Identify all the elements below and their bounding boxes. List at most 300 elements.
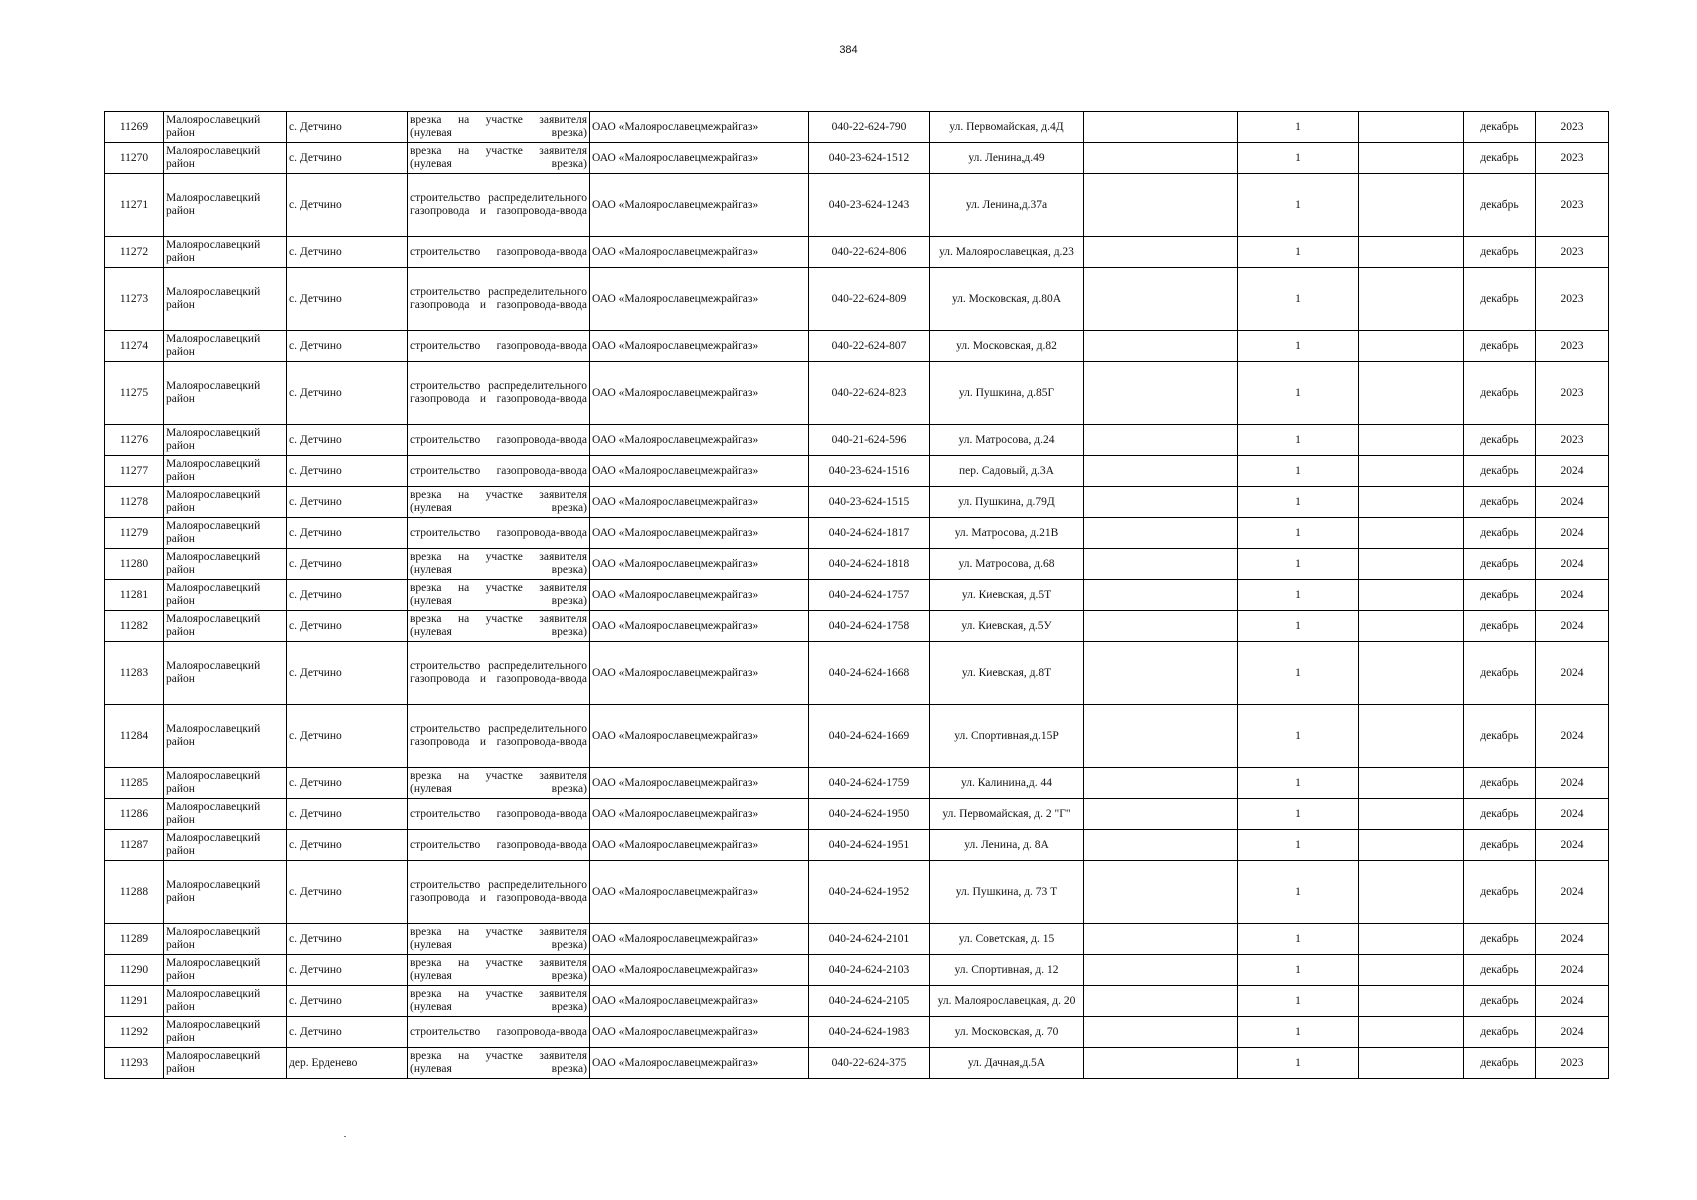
locality-cell: с. Детчино — [287, 986, 408, 1017]
application-code-cell: 040-23-624-1516 — [809, 456, 930, 487]
district-cell: Малоярославецкий район — [164, 331, 287, 362]
empty-cell — [1084, 705, 1238, 768]
address-cell: ул. Матросова, д.24 — [930, 425, 1084, 456]
address-cell: ул. Киевская, д.8Т — [930, 642, 1084, 705]
table-row — [105, 237, 1609, 268]
empty-cell — [1084, 1048, 1238, 1079]
empty-cell — [1359, 799, 1464, 830]
year-cell: 2024 — [1536, 456, 1609, 487]
work-type-cell: строительство газопровода-ввода — [408, 518, 590, 549]
work-type-cell: строительство газопровода-ввода — [408, 456, 590, 487]
month-cell: декабрь — [1464, 861, 1536, 924]
empty-cell — [1084, 642, 1238, 705]
work-type-cell: врезка на участке заявителя (нулевая врезка) — [408, 112, 590, 143]
year-cell: 2024 — [1536, 986, 1609, 1017]
empty-cell — [1084, 955, 1238, 986]
locality-cell: с. Детчино — [287, 705, 408, 768]
organization-cell: ОАО «Малоярославецмежрайгаз» — [590, 143, 809, 174]
quantity-cell: 1 — [1238, 549, 1359, 580]
quantity-cell: 1 — [1238, 331, 1359, 362]
month-cell: декабрь — [1464, 924, 1536, 955]
district-cell: Малоярославецкий район — [164, 830, 287, 861]
locality-cell: с. Детчино — [287, 768, 408, 799]
month-cell: декабрь — [1464, 549, 1536, 580]
district-cell: Малоярославецкий район — [164, 362, 287, 425]
year-cell: 2024 — [1536, 1017, 1609, 1048]
empty-cell — [1359, 174, 1464, 237]
organization-cell: ОАО «Малоярославецмежрайгаз» — [590, 830, 809, 861]
locality-cell: с. Детчино — [287, 830, 408, 861]
application-code-cell: 040-23-624-1243 — [809, 174, 930, 237]
district-cell: Малоярославецкий район — [164, 549, 287, 580]
year-cell: 2024 — [1536, 861, 1609, 924]
district-cell: Малоярославецкий район — [164, 174, 287, 237]
organization-cell: ОАО «Малоярославецмежрайгаз» — [590, 268, 809, 331]
empty-cell — [1359, 830, 1464, 861]
row-number-cell: 11269 — [105, 112, 164, 143]
scan-speck — [344, 1136, 346, 1137]
table-row — [105, 331, 1609, 362]
empty-cell — [1359, 425, 1464, 456]
empty-cell — [1084, 768, 1238, 799]
district-cell: Малоярославецкий район — [164, 955, 287, 986]
empty-cell — [1359, 768, 1464, 799]
gasification-table — [104, 111, 1609, 1079]
district-cell: Малоярославецкий район — [164, 487, 287, 518]
empty-cell — [1359, 268, 1464, 331]
table-row — [105, 611, 1609, 642]
table-row — [105, 986, 1609, 1017]
address-cell: ул. Калинина,д. 44 — [930, 768, 1084, 799]
application-code-cell: 040-21-624-596 — [809, 425, 930, 456]
locality-cell: с. Детчино — [287, 580, 408, 611]
table-row — [105, 456, 1609, 487]
year-cell: 2024 — [1536, 580, 1609, 611]
address-cell: пер. Садовый, д.3А — [930, 456, 1084, 487]
application-code-cell: 040-24-624-1758 — [809, 611, 930, 642]
quantity-cell: 1 — [1238, 611, 1359, 642]
district-cell: Малоярославецкий район — [164, 611, 287, 642]
work-type-cell: врезка на участке заявителя (нулевая врезка) — [408, 924, 590, 955]
row-number-cell: 11281 — [105, 580, 164, 611]
row-number-cell: 11276 — [105, 425, 164, 456]
empty-cell — [1084, 518, 1238, 549]
district-cell: Малоярославецкий район — [164, 861, 287, 924]
quantity-cell: 1 — [1238, 174, 1359, 237]
organization-cell: ОАО «Малоярославецмежрайгаз» — [590, 924, 809, 955]
district-cell: Малоярославецкий район — [164, 456, 287, 487]
year-cell: 2024 — [1536, 487, 1609, 518]
quantity-cell: 1 — [1238, 268, 1359, 331]
application-code-cell: 040-24-624-1952 — [809, 861, 930, 924]
organization-cell: ОАО «Малоярославецмежрайгаз» — [590, 986, 809, 1017]
quantity-cell: 1 — [1238, 487, 1359, 518]
locality-cell: с. Детчино — [287, 549, 408, 580]
year-cell: 2024 — [1536, 830, 1609, 861]
work-type-cell: врезка на участке заявителя (нулевая врезка) — [408, 1048, 590, 1079]
table-row — [105, 768, 1609, 799]
month-cell: декабрь — [1464, 331, 1536, 362]
year-cell: 2023 — [1536, 362, 1609, 425]
year-cell: 2023 — [1536, 425, 1609, 456]
row-number-cell: 11292 — [105, 1017, 164, 1048]
application-code-cell: 040-24-624-1757 — [809, 580, 930, 611]
quantity-cell: 1 — [1238, 642, 1359, 705]
address-cell: ул. Ленина,д.49 — [930, 143, 1084, 174]
year-cell: 2023 — [1536, 237, 1609, 268]
address-cell: ул. Московская, д. 70 — [930, 1017, 1084, 1048]
work-type-cell: строительство газопровода-ввода — [408, 237, 590, 268]
address-cell: ул. Московская, д.80А — [930, 268, 1084, 331]
locality-cell: с. Детчино — [287, 362, 408, 425]
address-cell: ул. Малоярославецкая, д. 20 — [930, 986, 1084, 1017]
district-cell: Малоярославецкий район — [164, 924, 287, 955]
organization-cell: ОАО «Малоярославецмежрайгаз» — [590, 174, 809, 237]
application-code-cell: 040-24-624-2103 — [809, 955, 930, 986]
year-cell: 2024 — [1536, 705, 1609, 768]
empty-cell — [1359, 861, 1464, 924]
empty-cell — [1084, 331, 1238, 362]
table-row — [105, 487, 1609, 518]
empty-cell — [1359, 237, 1464, 268]
month-cell: декабрь — [1464, 986, 1536, 1017]
table-row — [105, 549, 1609, 580]
empty-cell — [1359, 362, 1464, 425]
locality-cell: с. Детчино — [287, 1017, 408, 1048]
application-code-cell: 040-22-624-807 — [809, 331, 930, 362]
locality-cell: дер. Ерденево — [287, 1048, 408, 1079]
empty-cell — [1084, 425, 1238, 456]
month-cell: декабрь — [1464, 425, 1536, 456]
row-number-cell: 11285 — [105, 768, 164, 799]
row-number-cell: 11279 — [105, 518, 164, 549]
organization-cell: ОАО «Малоярославецмежрайгаз» — [590, 1017, 809, 1048]
row-number-cell: 11284 — [105, 705, 164, 768]
application-code-cell: 040-22-624-806 — [809, 237, 930, 268]
year-cell: 2024 — [1536, 611, 1609, 642]
year-cell: 2024 — [1536, 549, 1609, 580]
empty-cell — [1084, 268, 1238, 331]
empty-cell — [1359, 1017, 1464, 1048]
district-cell: Малоярославецкий район — [164, 425, 287, 456]
empty-cell — [1359, 924, 1464, 955]
empty-cell — [1084, 549, 1238, 580]
quantity-cell: 1 — [1238, 237, 1359, 268]
table-row — [105, 1048, 1609, 1079]
work-type-cell: врезка на участке заявителя (нулевая врезка) — [408, 611, 590, 642]
row-number-cell: 11273 — [105, 268, 164, 331]
year-cell: 2024 — [1536, 642, 1609, 705]
application-code-cell: 040-24-624-2101 — [809, 924, 930, 955]
empty-cell — [1359, 331, 1464, 362]
organization-cell: ОАО «Малоярославецмежрайгаз» — [590, 1048, 809, 1079]
year-cell: 2023 — [1536, 331, 1609, 362]
row-number-cell: 11271 — [105, 174, 164, 237]
work-type-cell: строительство распределительного газопровода и газопровода-ввода — [408, 861, 590, 924]
application-code-cell: 040-24-624-1818 — [809, 549, 930, 580]
district-cell: Малоярославецкий район — [164, 799, 287, 830]
month-cell: декабрь — [1464, 112, 1536, 143]
work-type-cell: врезка на участке заявителя (нулевая врезка) — [408, 955, 590, 986]
row-number-cell: 11275 — [105, 362, 164, 425]
locality-cell: с. Детчино — [287, 331, 408, 362]
table-row — [105, 112, 1609, 143]
address-cell: ул. Первомайская, д. 2 "Г" — [930, 799, 1084, 830]
empty-cell — [1084, 924, 1238, 955]
table-row — [105, 642, 1609, 705]
quantity-cell: 1 — [1238, 143, 1359, 174]
district-cell: Малоярославецкий район — [164, 112, 287, 143]
address-cell: ул. Ленина, д. 8А — [930, 830, 1084, 861]
empty-cell — [1084, 799, 1238, 830]
address-cell: ул. Матросова, д.21В — [930, 518, 1084, 549]
empty-cell — [1084, 611, 1238, 642]
work-type-cell: врезка на участке заявителя (нулевая врезка) — [408, 768, 590, 799]
district-cell: Малоярославецкий район — [164, 143, 287, 174]
row-number-cell: 11289 — [105, 924, 164, 955]
month-cell: декабрь — [1464, 768, 1536, 799]
locality-cell: с. Детчино — [287, 425, 408, 456]
organization-cell: ОАО «Малоярославецмежрайгаз» — [590, 425, 809, 456]
empty-cell — [1359, 1048, 1464, 1079]
empty-cell — [1359, 518, 1464, 549]
quantity-cell: 1 — [1238, 861, 1359, 924]
table-row — [105, 362, 1609, 425]
row-number-cell: 11291 — [105, 986, 164, 1017]
table-row — [105, 1017, 1609, 1048]
empty-cell — [1359, 705, 1464, 768]
application-code-cell: 040-24-624-1669 — [809, 705, 930, 768]
row-number-cell: 11274 — [105, 331, 164, 362]
application-code-cell: 040-24-624-1668 — [809, 642, 930, 705]
organization-cell: ОАО «Малоярославецмежрайгаз» — [590, 580, 809, 611]
quantity-cell: 1 — [1238, 955, 1359, 986]
year-cell: 2023 — [1536, 174, 1609, 237]
application-code-cell: 040-22-624-375 — [809, 1048, 930, 1079]
district-cell: Малоярославецкий район — [164, 580, 287, 611]
locality-cell: с. Детчино — [287, 518, 408, 549]
application-code-cell: 040-24-624-1759 — [809, 768, 930, 799]
application-code-cell: 040-23-624-1512 — [809, 143, 930, 174]
table-row — [105, 830, 1609, 861]
row-number-cell: 11283 — [105, 642, 164, 705]
month-cell: декабрь — [1464, 518, 1536, 549]
year-cell: 2024 — [1536, 768, 1609, 799]
address-cell: ул. Пушкина, д. 73 Т — [930, 861, 1084, 924]
address-cell: ул. Киевская, д.5Т — [930, 580, 1084, 611]
work-type-cell: строительство распределительного газопровода и газопровода-ввода — [408, 362, 590, 425]
empty-cell — [1359, 580, 1464, 611]
work-type-cell: строительство распределительного газопровода и газопровода-ввода — [408, 174, 590, 237]
district-cell: Малоярославецкий район — [164, 642, 287, 705]
work-type-cell: строительство газопровода-ввода — [408, 799, 590, 830]
year-cell: 2023 — [1536, 143, 1609, 174]
application-code-cell: 040-24-624-1817 — [809, 518, 930, 549]
month-cell: декабрь — [1464, 143, 1536, 174]
address-cell: ул. Пушкина, д.79Д — [930, 487, 1084, 518]
empty-cell — [1084, 1017, 1238, 1048]
year-cell: 2024 — [1536, 955, 1609, 986]
quantity-cell: 1 — [1238, 924, 1359, 955]
organization-cell: ОАО «Малоярославецмежрайгаз» — [590, 237, 809, 268]
district-cell: Малоярославецкий район — [164, 518, 287, 549]
empty-cell — [1359, 611, 1464, 642]
quantity-cell: 1 — [1238, 705, 1359, 768]
table-row — [105, 174, 1609, 237]
quantity-cell: 1 — [1238, 1017, 1359, 1048]
month-cell: декабрь — [1464, 174, 1536, 237]
row-number-cell: 11270 — [105, 143, 164, 174]
empty-cell — [1359, 487, 1464, 518]
organization-cell: ОАО «Малоярославецмежрайгаз» — [590, 955, 809, 986]
address-cell: ул. Московская, д.82 — [930, 331, 1084, 362]
empty-cell — [1084, 580, 1238, 611]
locality-cell: с. Детчино — [287, 799, 408, 830]
organization-cell: ОАО «Малоярославецмежрайгаз» — [590, 799, 809, 830]
row-number-cell: 11288 — [105, 861, 164, 924]
organization-cell: ОАО «Малоярославецмежрайгаз» — [590, 549, 809, 580]
locality-cell: с. Детчино — [287, 237, 408, 268]
empty-cell — [1359, 642, 1464, 705]
month-cell: декабрь — [1464, 487, 1536, 518]
organization-cell: ОАО «Малоярославецмежрайгаз» — [590, 768, 809, 799]
address-cell: ул. Первомайская, д.4Д — [930, 112, 1084, 143]
month-cell: декабрь — [1464, 642, 1536, 705]
quantity-cell: 1 — [1238, 112, 1359, 143]
row-number-cell: 11290 — [105, 955, 164, 986]
table-row — [105, 799, 1609, 830]
month-cell: декабрь — [1464, 456, 1536, 487]
address-cell: ул. Ленина,д.37а — [930, 174, 1084, 237]
table-body — [105, 112, 1609, 1079]
address-cell: ул. Киевская, д.5У — [930, 611, 1084, 642]
quantity-cell: 1 — [1238, 799, 1359, 830]
month-cell: декабрь — [1464, 611, 1536, 642]
table-row — [105, 924, 1609, 955]
locality-cell: с. Детчино — [287, 955, 408, 986]
month-cell: декабрь — [1464, 705, 1536, 768]
quantity-cell: 1 — [1238, 830, 1359, 861]
row-number-cell: 11282 — [105, 611, 164, 642]
district-cell: Малоярославецкий район — [164, 268, 287, 331]
table-row — [105, 143, 1609, 174]
quantity-cell: 1 — [1238, 580, 1359, 611]
application-code-cell: 040-23-624-1515 — [809, 487, 930, 518]
quantity-cell: 1 — [1238, 986, 1359, 1017]
district-cell: Малоярославецкий район — [164, 986, 287, 1017]
locality-cell: с. Детчино — [287, 112, 408, 143]
year-cell: 2023 — [1536, 112, 1609, 143]
quantity-cell: 1 — [1238, 518, 1359, 549]
empty-cell — [1359, 112, 1464, 143]
empty-cell — [1084, 986, 1238, 1017]
empty-cell — [1084, 174, 1238, 237]
address-cell: ул. Спортивная, д. 12 — [930, 955, 1084, 986]
empty-cell — [1084, 830, 1238, 861]
table-row — [105, 518, 1609, 549]
district-cell: Малоярославецкий район — [164, 1048, 287, 1079]
application-code-cell: 040-24-624-1950 — [809, 799, 930, 830]
district-cell: Малоярославецкий район — [164, 237, 287, 268]
application-code-cell: 040-24-624-2105 — [809, 986, 930, 1017]
empty-cell — [1359, 549, 1464, 580]
table-row — [105, 268, 1609, 331]
organization-cell: ОАО «Малоярославецмежрайгаз» — [590, 331, 809, 362]
work-type-cell: врезка на участке заявителя (нулевая врезка) — [408, 143, 590, 174]
organization-cell: ОАО «Малоярославецмежрайгаз» — [590, 362, 809, 425]
address-cell: ул. Пушкина, д.85Г — [930, 362, 1084, 425]
address-cell: ул. Дачная,д.5А — [930, 1048, 1084, 1079]
application-code-cell: 040-24-624-1983 — [809, 1017, 930, 1048]
year-cell: 2023 — [1536, 1048, 1609, 1079]
row-number-cell: 11293 — [105, 1048, 164, 1079]
month-cell: декабрь — [1464, 362, 1536, 425]
application-code-cell: 040-22-624-809 — [809, 268, 930, 331]
year-cell: 2024 — [1536, 924, 1609, 955]
empty-cell — [1359, 143, 1464, 174]
organization-cell: ОАО «Малоярославецмежрайгаз» — [590, 705, 809, 768]
month-cell: декабрь — [1464, 237, 1536, 268]
work-type-cell: строительство распределительного газопровода и газопровода-ввода — [408, 642, 590, 705]
application-code-cell: 040-22-624-790 — [809, 112, 930, 143]
empty-cell — [1084, 237, 1238, 268]
organization-cell: ОАО «Малоярославецмежрайгаз» — [590, 861, 809, 924]
month-cell: декабрь — [1464, 1048, 1536, 1079]
organization-cell: ОАО «Малоярославецмежрайгаз» — [590, 112, 809, 143]
address-cell: ул. Матросова, д.68 — [930, 549, 1084, 580]
quantity-cell: 1 — [1238, 456, 1359, 487]
row-number-cell: 11278 — [105, 487, 164, 518]
quantity-cell: 1 — [1238, 425, 1359, 456]
application-code-cell: 040-24-624-1951 — [809, 830, 930, 861]
organization-cell: ОАО «Малоярославецмежрайгаз» — [590, 611, 809, 642]
organization-cell: ОАО «Малоярославецмежрайгаз» — [590, 642, 809, 705]
locality-cell: с. Детчино — [287, 174, 408, 237]
empty-cell — [1359, 986, 1464, 1017]
work-type-cell: строительство распределительного газопровода и газопровода-ввода — [408, 268, 590, 331]
row-number-cell: 11280 — [105, 549, 164, 580]
empty-cell — [1084, 487, 1238, 518]
address-cell: ул. Малоярославецкая, д.23 — [930, 237, 1084, 268]
organization-cell: ОАО «Малоярославецмежрайгаз» — [590, 518, 809, 549]
work-type-cell: строительство распределительного газопровода и газопровода-ввода — [408, 705, 590, 768]
address-cell: ул. Спортивная,д.15Р — [930, 705, 1084, 768]
table-row — [105, 580, 1609, 611]
district-cell: Малоярославецкий район — [164, 705, 287, 768]
row-number-cell: 11277 — [105, 456, 164, 487]
row-number-cell: 11286 — [105, 799, 164, 830]
empty-cell — [1084, 362, 1238, 425]
application-code-cell: 040-22-624-823 — [809, 362, 930, 425]
empty-cell — [1084, 861, 1238, 924]
work-type-cell: строительство газопровода-ввода — [408, 830, 590, 861]
organization-cell: ОАО «Малоярославецмежрайгаз» — [590, 456, 809, 487]
row-number-cell: 11287 — [105, 830, 164, 861]
empty-cell — [1359, 955, 1464, 986]
table-row — [105, 705, 1609, 768]
work-type-cell: врезка на участке заявителя (нулевая врезка) — [408, 487, 590, 518]
year-cell: 2024 — [1536, 799, 1609, 830]
work-type-cell: строительство газопровода-ввода — [408, 331, 590, 362]
empty-cell — [1084, 456, 1238, 487]
locality-cell: с. Детчино — [287, 611, 408, 642]
work-type-cell: врезка на участке заявителя (нулевая врезка) — [408, 580, 590, 611]
month-cell: декабрь — [1464, 955, 1536, 986]
quantity-cell: 1 — [1238, 768, 1359, 799]
work-type-cell: строительство газопровода-ввода — [408, 425, 590, 456]
row-number-cell: 11272 — [105, 237, 164, 268]
locality-cell: с. Детчино — [287, 861, 408, 924]
